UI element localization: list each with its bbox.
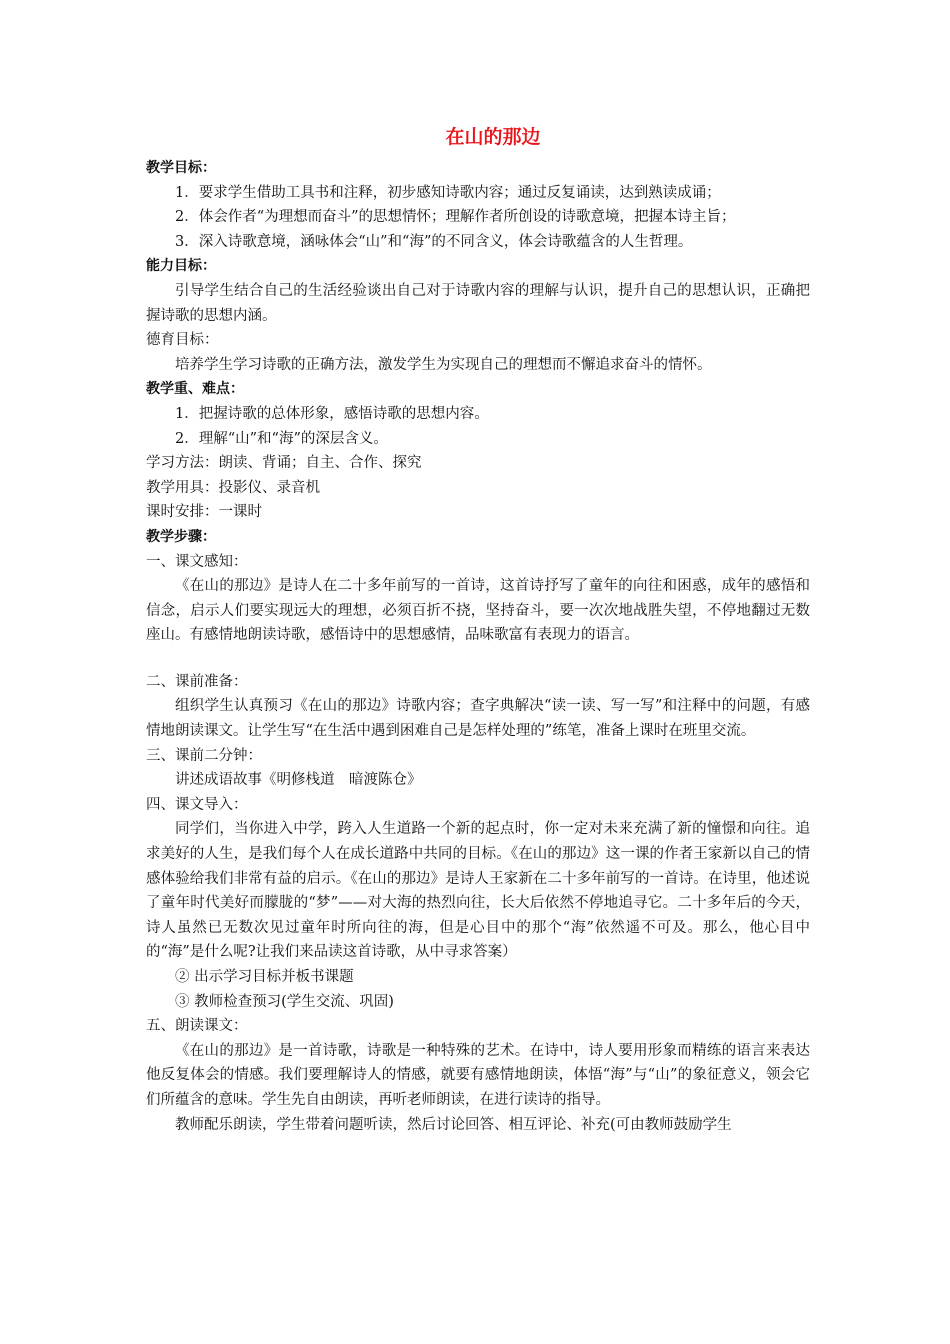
step-3-heading: 三、课前二分钟： [146,747,262,764]
key-points-heading: 教学重、难点： [146,381,244,398]
step-5-heading: 五、朗读课文： [146,1018,248,1035]
step-2-heading: 二、课前准备： [146,673,248,690]
step-5-text: 教师配乐朗读，学生带着问题听读，然后讨论回答、相互评论、补充(可由教师鼓励学生 [175,1116,732,1133]
document-page [146,120,810,1137]
step-4-item: ③ 教师检查预习(学生交流、巩固) [175,993,394,1010]
teaching-steps-heading: 教学步骤： [146,528,216,545]
teaching-goal-item: 1．要求学生借助工具书和注释，初步感知诗歌内容；通过反复诵读，达到熟读成诵； [175,184,721,201]
teaching-goal-item: 2．体会作者“为理想而奋斗”的思想情怀；理解作者所创设的诗歌意境，把握本诗主旨； [175,209,736,226]
key-point-item: 1．把握诗歌的总体形象，感悟诗歌的思想内容。 [175,405,489,422]
moral-goals-heading: 德育目标： [146,332,219,349]
step-1-text: 《在山的那边》是诗人在二十多年前写的一首诗，这首诗抒写了童年的向往和困惑，成年的感悟和信念，启示人们要实现远大的理想，必须百折不挠，坚持奋斗，要一次次地战胜失望，不停地翻过无数座山。有感情地朗读诗歌，感悟诗中的思想感情，品味歌富有表现力的语言。 [146,578,810,644]
teaching-goals-heading: 教学目标： [146,160,216,176]
learning-method: 学习方法：朗读、背诵；自主、合作、探究 [146,455,422,472]
teaching-goal-item: 3．深入诗歌意境，涵咏体会“山”和“海”的不同含义，体会诗歌蕴含的人生哲理。 [175,233,693,250]
moral-goals-text: 培养学生学习诗歌的正确方法，激发学生为实现自己的理想而不懈追求奋斗的情怀。 [175,356,712,373]
step-2-text: 组织学生认真预习《在山的那边》诗歌内容；查字典解决“读一读、写一写”和注释中的问题，有感情地朗读课文。让学生写“在生活中遇到困难自己是怎样处理的”练笔，准备上课时在班里交流。 [146,698,810,740]
teaching-tools: 教学用具：投影仪、录音机 [146,479,320,496]
key-point-item: 2．理解“山”和“海”的深层含义。 [175,430,388,447]
step-1-heading: 一、课文感知： [146,553,248,570]
step-4-item: ② 出示学习目标并板书课题 [175,969,354,985]
section-spacer [146,648,810,670]
step-4-heading: 四、课文导入： [146,796,248,813]
ability-goals-text: 引导学生结合自己的生活经验谈出自己对于诗歌内容的理解与认识，提升自己的思想认识，正确把握诗歌的思想内涵。 [146,282,810,324]
ability-goals-heading: 能力目标： [146,258,216,275]
step-3-text: 讲述成语故事《明修栈道 暗渡陈仓》 [175,772,422,789]
page-title: 在山的那边 [445,126,541,148]
step-5-text: 《在山的那边》是一首诗歌，诗歌是一种特殊的艺术。在诗中，诗人要用形象而精练的语言来表达他反复体会的情感。我们要理解诗人的情感，就要有感情地朗读，体悟“海”与“山”的象征意义，领会它们所蕴含的意味。学生先自由朗读，再听老师朗读，在进行读诗的指导。 [146,1042,810,1108]
step-4-text: 同学们，当你进入中学，跨入人生道路一个新的起点时，你一定对未来充满了新的憧憬和向往。追求美好的人生，是我们每个人在成长道路中共同的目标。《在山的那边》这一课的作者王家新以自己的情感体验给我们非常有益的启示。《在山的那边》是诗人王家新在二十多年前写的一首诗。在诗里，他述说了童年时代美好而朦胧的“梦”——对大海的热烈向往，长大后依然不停地追寻它。二十多年后的今天，诗人虽然已无数次见过童年时所向往的海，但是心目中的那个“海”依然遥不可及。那么，他心目中的“海”是什么呢?让我们来品读这首诗歌，从中寻求答案） [146,821,810,961]
class-schedule: 课时安排：一课时 [146,504,262,521]
